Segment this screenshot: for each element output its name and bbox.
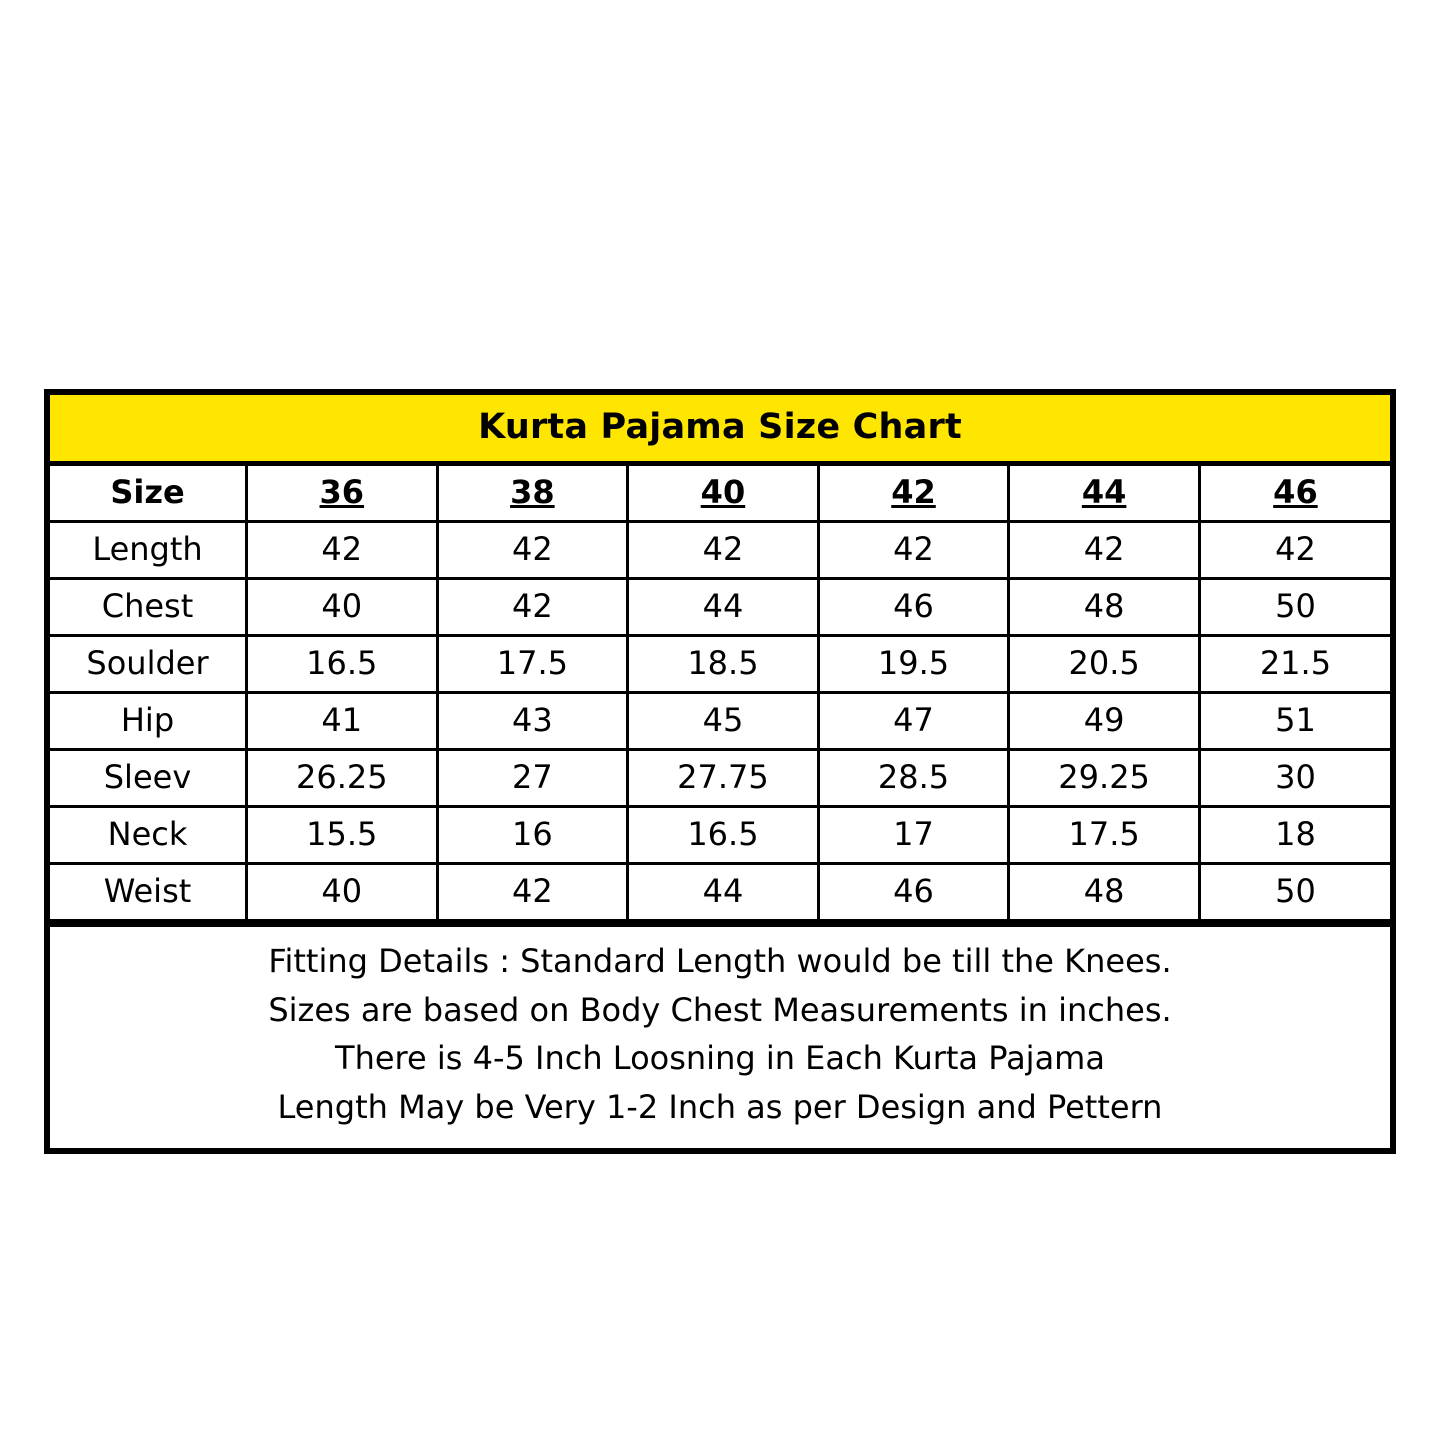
cell: 47 [818,693,1009,750]
table-row [50,636,1390,693]
column-header-38: 38 [437,466,628,522]
cell: 46 [818,864,1009,921]
row-label: Neck [50,807,247,864]
cell: 48 [1009,579,1200,636]
size-chart-card [44,389,1396,1154]
row-label: Hip [50,693,247,750]
cell: 15.5 [247,807,438,864]
cell: 51 [1199,693,1390,750]
column-header-46: 46 [1199,466,1390,522]
cell: 46 [818,579,1009,636]
cell: 42 [818,522,1009,579]
cell: 42 [437,522,628,579]
cell: 27 [437,750,628,807]
column-header-36: 36 [247,466,438,522]
cell: 18 [1199,807,1390,864]
table-row [50,579,1390,636]
note-line: There is 4-5 Inch Loosning in Each Kurta Pajama [335,1039,1105,1078]
chart-title: Kurta Pajama Size Chart [50,395,1390,466]
cell: 44 [628,864,819,921]
cell: 42 [437,864,628,921]
cell: 17.5 [1009,807,1200,864]
cell: 48 [1009,864,1200,921]
cell: 28.5 [818,750,1009,807]
cell: 45 [628,693,819,750]
row-label: Length [50,522,247,579]
cell: 17 [818,807,1009,864]
cell: 50 [1199,579,1390,636]
column-header-size: Size [50,466,247,522]
cell: 29.25 [1009,750,1200,807]
cell: 30 [1199,750,1390,807]
table-header-row [50,466,1390,522]
note-line: Length May be Very 1-2 Inch as per Design and Pettern [277,1087,1163,1126]
column-header-40: 40 [628,466,819,522]
row-label: Weist [50,864,247,921]
cell: 27.75 [628,750,819,807]
cell: 16.5 [247,636,438,693]
fitting-notes [50,922,1390,1148]
cell: 42 [247,522,438,579]
cell: 18.5 [628,636,819,693]
cell: 42 [437,579,628,636]
note-line: Sizes are based on Body Chest Measurements in inches. [268,990,1172,1029]
cell: 42 [1009,522,1200,579]
cell: 44 [628,579,819,636]
column-header-42: 42 [818,466,1009,522]
cell: 16.5 [628,807,819,864]
column-header-44: 44 [1009,466,1200,522]
cell: 26.25 [247,750,438,807]
table-row [50,750,1390,807]
cell: 19.5 [818,636,1009,693]
cell: 40 [247,579,438,636]
note-line: Fitting Details : Standard Length would be till the Knees. [268,942,1172,980]
table-row [50,522,1390,579]
cell: 42 [628,522,819,579]
cell: 40 [247,864,438,921]
table-row [50,864,1390,921]
table-row [50,807,1390,864]
table-row [50,693,1390,750]
cell: 41 [247,693,438,750]
cell: 50 [1199,864,1390,921]
cell: 16 [437,807,628,864]
cell: 49 [1009,693,1200,750]
cell: 43 [437,693,628,750]
cell: 20.5 [1009,636,1200,693]
cell: 21.5 [1199,636,1390,693]
cell: 17.5 [437,636,628,693]
row-label: Soulder [50,636,247,693]
row-label: Chest [50,579,247,636]
size-chart-table [50,466,1390,922]
cell: 42 [1199,522,1390,579]
row-label: Sleev [50,750,247,807]
